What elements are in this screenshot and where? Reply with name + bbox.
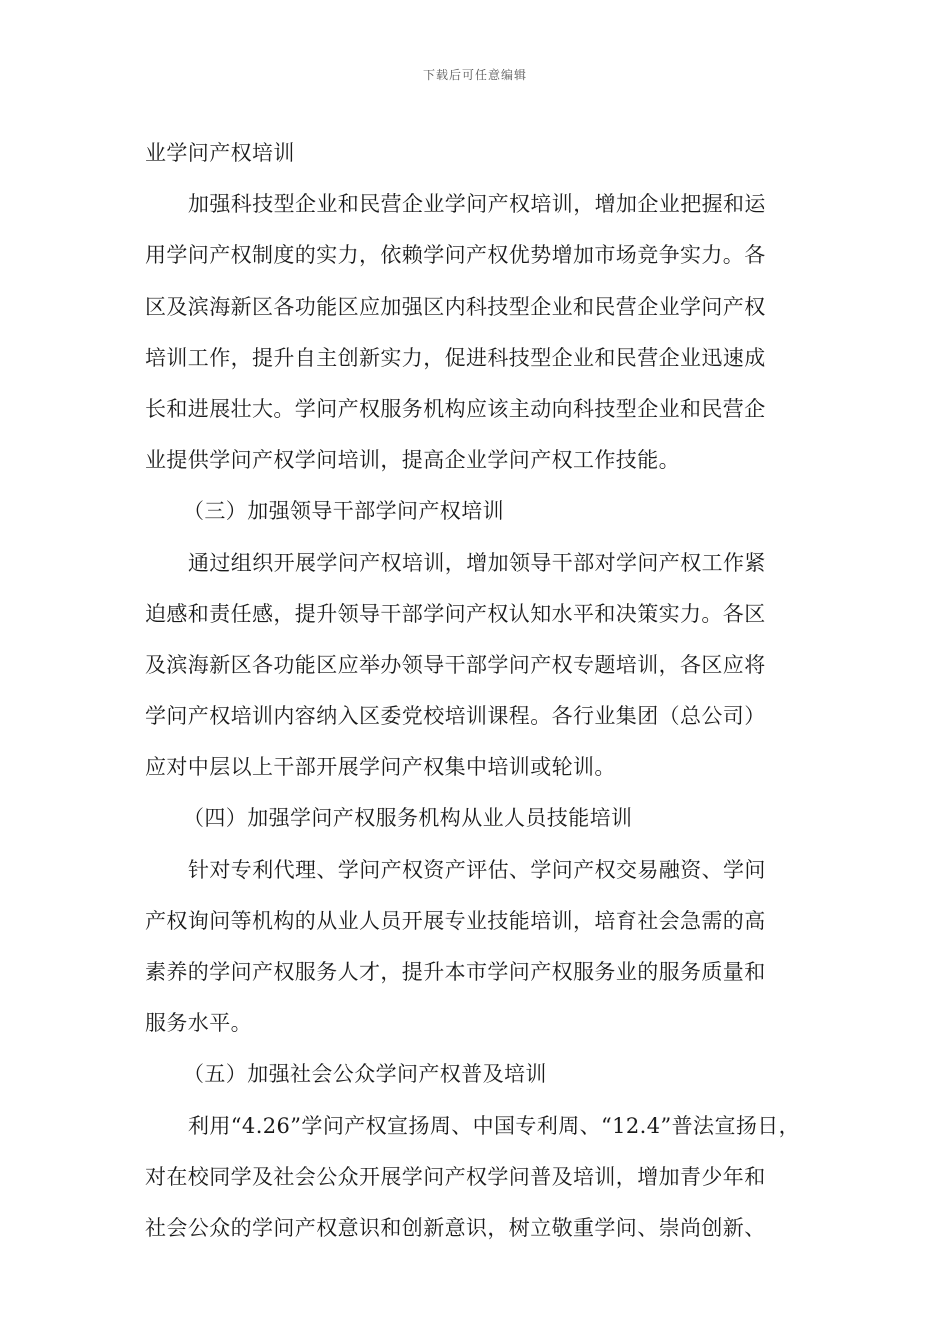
body-line: 学问产权培训内容纳入区委党校培训课程。各行业集团（总公司） — [145, 704, 766, 729]
body-line: 用学问产权制度的实力，依赖学问产权优势增加市场竞争实力。各 — [145, 243, 766, 268]
section-heading-3: （三）加强领导干部学问产权培训 — [183, 499, 504, 524]
body-line: 迫感和责任感，提升领导干部学问产权认知水平和决策实力。各区 — [145, 601, 766, 626]
body-line: 应对中层以上干部开展学问产权集中培训或轮训。 — [145, 755, 616, 780]
body-line: 区及滨海新区各功能区应加强区内科技型企业和民营企业学问产权 — [145, 294, 766, 319]
paragraph-first-line: 通过组织开展学问产权培训，增加领导干部对学问产权工作紧 — [188, 550, 766, 575]
body-line: 业学问产权培训 — [145, 141, 295, 165]
document-body — [145, 128, 811, 1254]
paragraph-first-line: 加强科技型企业和民营企业学问产权培训，增加企业把握和运 — [188, 192, 766, 217]
body-line: 及滨海新区各功能区应举办领导干部学问产权专题培训，各区应将 — [145, 652, 766, 677]
page-header: 下载后可任意编辑 — [422, 68, 527, 82]
section-heading-4: （四）加强学问产权服务机构从业人员技能培训 — [183, 806, 633, 831]
body-line: 业提供学问产权学问培训，提高企业学问产权工作技能。 — [145, 448, 680, 473]
paragraph-first-line: 利用“4.26”学问产权宣扬周、中国专利周、“12.4”普法宣扬日， — [188, 1113, 801, 1138]
paragraph-first-line: 针对专利代理、学问产权资产评估、学问产权交易融资、学问 — [188, 857, 766, 882]
body-line: 服务水平。 — [145, 1011, 252, 1036]
body-line: 长和进展壮大。学问产权服务机构应该主动向科技型企业和民营企 — [145, 396, 766, 421]
body-line: 社会公众的学问产权意识和创新意识，树立敬重学问、崇尚创新、 — [145, 1215, 766, 1240]
body-line: 素养的学问产权服务人才，提升本市学问产权服务业的服务质量和 — [145, 960, 766, 984]
body-line: 产权询问等机构的从业人员开展专业技能培训，培育社会急需的高 — [145, 908, 766, 933]
body-line: 培训工作，提升自主创新实力，促进科技型企业和民营企业迅速成 — [145, 345, 766, 370]
section-heading-5: （五）加强社会公众学问产权普及培训 — [183, 1062, 547, 1087]
body-line: 对在校同学及社会公众开展学问产权学问普及培训，增加青少年和 — [145, 1164, 766, 1189]
